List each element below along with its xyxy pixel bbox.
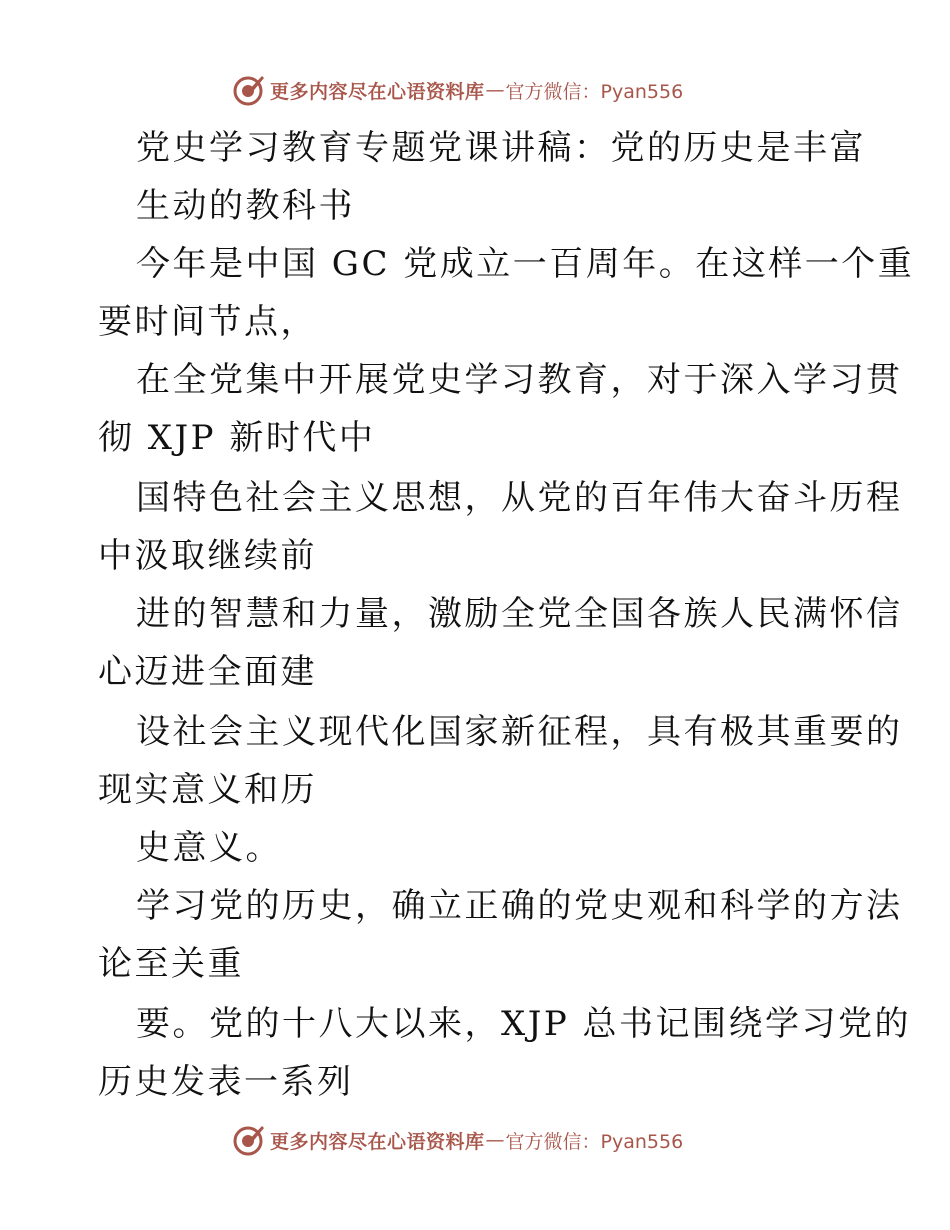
paragraph-line: 国特色社会主义思想，从党的百年伟大奋斗历程 <box>136 478 903 518</box>
paragraph-line: 在全党集中开展党史学习教育，对于深入学习贯 <box>136 360 903 400</box>
document-title-line-1: 党史学习教育专题党课讲稿：党的历史是丰富 <box>136 128 866 168</box>
header-watermark <box>232 72 712 108</box>
paragraph-line: 学习党的历史，确立正确的党史观和科学的方法 <box>136 886 903 926</box>
watermark-main-text: 更多内容尽在心语资料库 <box>270 1130 485 1153</box>
footer-watermark <box>232 1122 712 1158</box>
paragraph-line: 今年是中国 GC 党成立一百周年。在这样一个重 <box>136 244 915 284</box>
watermark-wechat-text: 官方微信：Pyan556 <box>505 1130 684 1153</box>
watermark-separator: — <box>485 1129 505 1151</box>
paragraph-line: 设社会主义现代化国家新征程，具有极其重要的 <box>136 712 903 752</box>
paragraph-line: 心迈进全面建 <box>98 652 317 692</box>
paragraph-line: 进的智慧和力量，激励全党全国各族人民满怀信 <box>136 594 903 634</box>
watermark-wechat-text: 官方微信：Pyan556 <box>505 80 684 103</box>
paragraph-line: 现实意义和历 <box>98 770 317 810</box>
paragraph-line: 中汲取继续前 <box>98 536 317 576</box>
quill-circle-logo-icon <box>232 1123 266 1157</box>
document-title-line-2: 生动的教科书 <box>136 186 355 226</box>
watermark-separator: — <box>485 79 505 101</box>
quill-circle-logo-icon <box>232 73 266 107</box>
paragraph-line: 要时间节点， <box>98 302 317 342</box>
paragraph-line: 彻 XJP 新时代中 <box>98 418 376 458</box>
watermark-main-text: 更多内容尽在心语资料库 <box>270 80 485 103</box>
paragraph-line: 历史发表一系列 <box>98 1062 354 1102</box>
paragraph-line: 论至关重 <box>98 944 244 984</box>
paragraph-line: 要。党的十八大以来，XJP 总书记围绕学习党的 <box>136 1004 912 1044</box>
paragraph-line: 史意义。 <box>136 828 282 868</box>
